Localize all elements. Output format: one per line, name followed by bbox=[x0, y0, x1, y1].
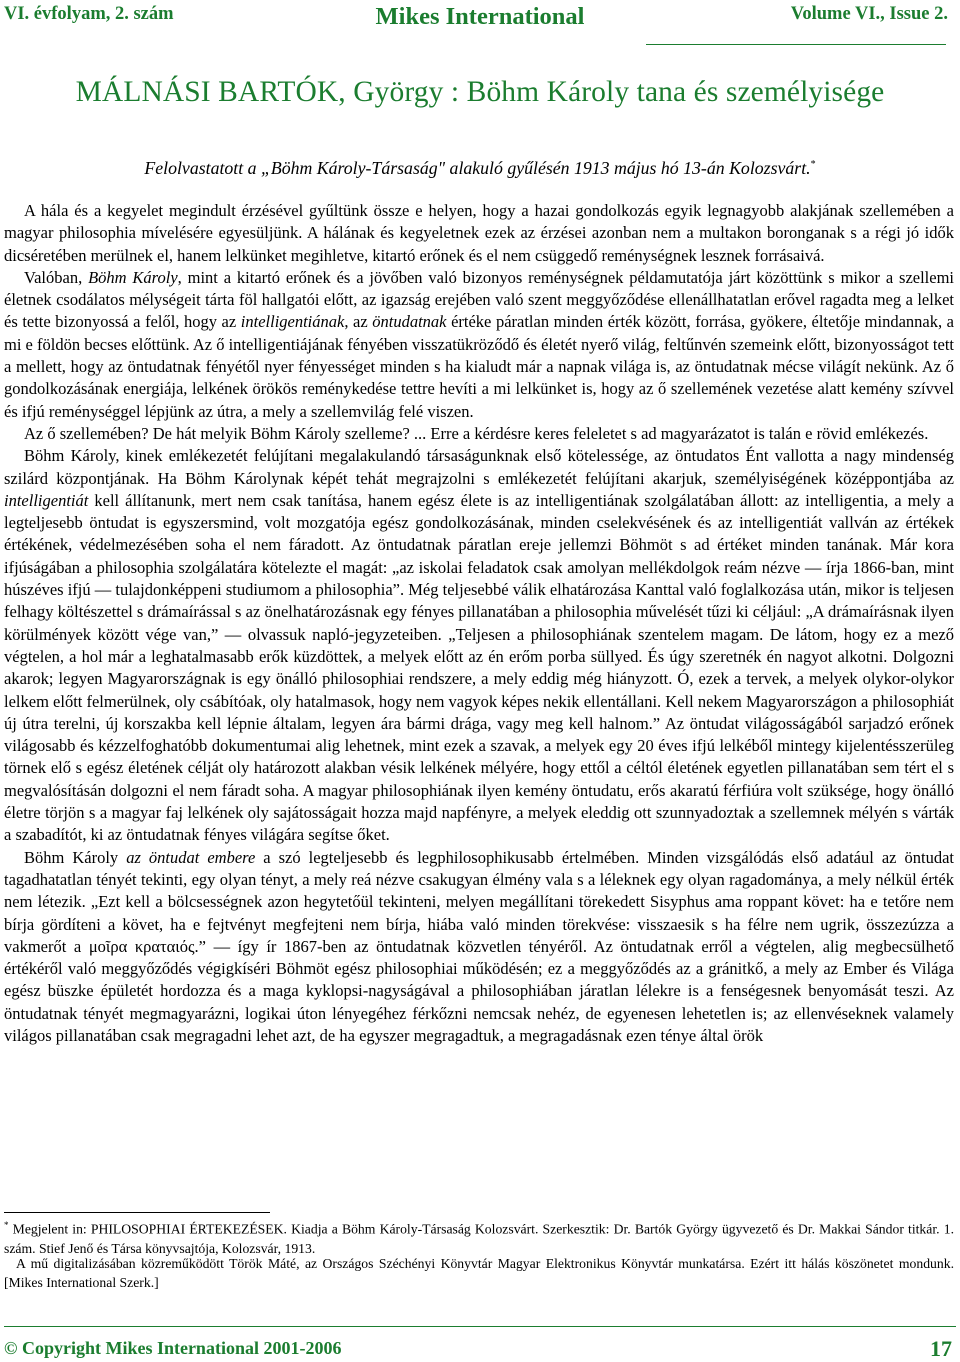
subtitle-text: Felolvastatott a „Böhm Károly-Társaság" alakuló gyűlésén 1913 május hó 13-án Kolozsvárt. bbox=[144, 158, 811, 178]
footnote-ref[interactable]: * bbox=[810, 159, 816, 171]
footer-divider bbox=[4, 1326, 956, 1327]
paragraph-text: , mint a kitartó erőnek és a jövőben való bizonyos reménységnek példamutatója járt közöttünk s mikor a szellemi életnek csodálatos mélységeit tárta föl hallgatói előtt, az igazság erejében való szent meggyőződése ellenállhatatlan erővel ragadta meg a lelket és tette bizonyossá a felől, hogy az bbox=[4, 267, 954, 332]
paragraph-text: értéke páratlan minden érték között, forrása, gyökere, éltetője mindannak, a mi e földön becses előttünk. Az ő intelligentiájának fényében visszatükröződő és életét nyerő világ, feltűnvén szemeink előtt, bizonyosságot tett a mellett, hogy az öntudatnak fényétől nyer fényességet minden s ha kialudt már a napnak világa is, az öntudatnak mécse világít nekünk. Az ő gondolkozásának energiája, lelkének örökös reménykedése tettre hevíti a mi lelkünket is, hogy az ő szellemének vezetése alatt kemény szívvel és ifjú reménységgel lépjünk az útra, a mely a szellemvilág felé viszen. bbox=[4, 312, 954, 421]
footnote bbox=[4, 1216, 954, 1258]
paragraph-text: kell állítanunk, mert nem csak tanítása, hanem egész élete is az intelligentiának szolgálatában állott: az intelligentia, a mely a legteljesebb öntudat is egyszersmind, volt mozgatója egész gondolkozásának, minden cselekvésének és az intelligentiát vallván az értékek értékének, védelmezésében soha el nem fáradott. Az öntudatnak páratlan ereje jellemzi Böhmöt s ad értéket minden tanának. Már kora ifjúságában a philosophia szolgálatára kötelezte el magát: „az iskolai feladatok csak amolyan mellékdolgok reám nézve — írja 1866-ban, mint húszéves ifjú — tulajdonképpeni studiumom a philosophia”. Még teljesebbé válik elhatározása Kanttal való foglalkozása után, mikor is teljesen felhagy költészettel s drámaírással s az önelhatározásnak egy fényes pillanatában a philosophia művelését tűzi ki céljául: „A drámaírásnak ilyen körülmények között vége van,” — olvassuk napló-jegyzeteiben. „Teljesen a philosophiának szentelem magam. De látom, hogy ez a mező végtelen, a hol már a leghatalmasabb erők küzdöttek, a melyek előtt az én erőm porba süllyed. És úgy szeretnék én nagyot alkotni. Dolgozni akarok; legyen Magyarországnak is egy önálló philosophiai rendszere, a mely eddig még hiányzott. Ó, ezek a tervek, a melyek olykor-olykor lelkem előtt felmerülnek, oly csábítóak, oly hatalmasok, hogy nem vagyok képes nekik ellentállani. Kell nekem Magyarországon a philosophiát új útra terelni, új korszakba kell lépnie általam, legyen ára bármi drága, vagy meg kell halnom.” Az öntudat világosságából sarjadzó erőnek világosabb és kézzelfoghatóbb dokumentumai alig lehetnek, mint ezek a szavak, a melyek egy 20 éves ifjú lelkéből mintegy kijelentésszerüleg törnek elő s egész életének célját oly határozott alakban vésik lelkének mélyére, hogy ettől a céltól életének egyetlen pillanatában sem tért el s megvalósításán dolgozni el nem fáradt soha. A magyar philosophiának ilyen kemény öntudatu, erős akaratú férfiúra volt szüksége, hogy önálló életre törjön s a magyar faj lelkének oly sajátosságait hozza majd napfényre, a melyek eleddig ott szunnyadoztak a szellemnek mélyén s várták a szabadítót, ki az öntudatnak fényes világára segítse őket. bbox=[4, 490, 954, 845]
paragraph bbox=[4, 445, 954, 846]
page-number: 17 bbox=[930, 1336, 952, 1361]
emphasis: intelligentiát bbox=[4, 490, 89, 510]
article-title: MÁLNÁSI BARTÓK, György : Böhm Károly tana és személyisége bbox=[75, 76, 885, 108]
article-subtitle bbox=[0, 158, 960, 179]
paragraph-text: , az bbox=[344, 312, 373, 332]
emphasis: öntudatnak bbox=[372, 312, 447, 332]
copyright-notice: © Copyright Mikes International 2001-2006 bbox=[4, 1338, 342, 1358]
article-body bbox=[4, 200, 954, 1047]
emphasis: intelligentiának bbox=[240, 312, 345, 332]
header-publication: Mikes International bbox=[375, 3, 585, 30]
paragraph-text: A hála és a kegyelet megindult érzésével gyűltünk össze e helyen, hogy a hazai gondolkozás egyik legnagyobb alakjának szellemében a magyar philosophia mívelésére egyesüljünk. A hálának és kegyeletnek ezek az érzései azonban nem a multakon boronganak s a régi jó idők dicséretében merülnek el, hanem lelkünket megihletve, kitartó erőnek és el nem csüggedő reménységnek lesznek forrásaivá. bbox=[4, 201, 954, 265]
paragraph bbox=[4, 847, 954, 1048]
footnote-mark: * bbox=[4, 1220, 9, 1230]
header-issue-hu: VI. évfolyam, 2. szám bbox=[4, 4, 174, 24]
paragraph-text: Böhm Károly bbox=[24, 847, 127, 867]
emphasis: Böhm Károly bbox=[88, 267, 178, 287]
footnote-divider bbox=[4, 1212, 270, 1213]
paragraph bbox=[4, 423, 954, 445]
paragraph-text: Valóban, bbox=[24, 267, 89, 287]
paragraph bbox=[4, 267, 954, 423]
acknowledgement-note: A mű digitalizásában közreműködött Török Máté, az Országos Széchényi Könyvtár Magyar Elektronikus Könyvtár munkatársa. Ezért itt hálás köszönetet mondunk. [Mikes International Szerk.] bbox=[4, 1256, 954, 1290]
paragraph bbox=[4, 200, 954, 267]
footnote-text: Megjelent in: PHILOSOPHIAI ÉRTEKEZÉSEK. Kiadja a Böhm Károly-Társaság Kolozsvárt. Szerkesztik: Dr. Bartók György ügyvezető és Dr. Makkai Sándor titkár. 1. szám. Stief Jenő és Társa könyvsajtója, Kolozsvár, 1913. bbox=[4, 1221, 954, 1256]
paragraph-text: a szó legteljesebb és legphilosophikusabb értelmében. Minden vizsgálódás első adatául az öntudat tagadhatatlan tényét tekinti, egy olyan tényt, a mely reá nézve csakugyan élmény vala s a léleknek egy olyan ragadománya, a mely nélkül érték nem létezik. „Ezt kell a bölcsességnek azon hegytetőül tekinteni, melyen megállítani törekedett Sisyphus ama roppant követ: ha e tetőre nem bírja gördíteni a követ, ha e fejtvényt megfejteni nem bírja, hiába való minden törekvése: visszaesik s ha félre nem ugrik, összezúzza a vakmerőt a μοῖρα κραταιός.” — így ír 1867-ben az öntudatnak közvetlen tényéről. Az öntudatnak erről a végtelen, alig megbecsülhető értékéről való meggyőződés végigkíséri Böhmöt egész philosophiai működésén; ez a meggyőződés az a gránitkő, a mely az Ember és Világa egész büszke épületét hordozza és a maga kyklopsi-nagyságával a philosophiában járatlan lélekre is a fenségesnek benyomását teszi. Az öntudatnak tényét megmagyarázni, logikai úton lényegéhez férkőzni nemcsak nehéz, de egyenesen lehetetlen is; az ellenvéseknek valamely világos pillanatában csak megragadni lehet azt, de ha egyszer megragadtuk, a megragadásnak ezen ténye által örök bbox=[4, 847, 954, 1045]
header-issue-en: Volume VI., Issue 2. bbox=[790, 4, 948, 24]
header-divider bbox=[646, 44, 946, 45]
emphasis: az öntudat embere bbox=[126, 847, 256, 867]
paragraph-text: Az ő szellemében? De hát melyik Böhm Károly szelleme? ... Erre a kérdésre keres feleletet s ad magyarázatot is talán e rövid emlékezés. bbox=[24, 423, 929, 443]
paragraph-text: Böhm Károly, kinek emlékezetét felújítani megalakulandó társaságunknak első kötelessége, az öntudatos Ént vallotta a nagy mindenség szilárd központjának. Ha Böhm Károlynak képét tehát megrajzolni s emlékezetét felújítani akarjuk, személyiségének középpontjába az bbox=[4, 446, 954, 488]
